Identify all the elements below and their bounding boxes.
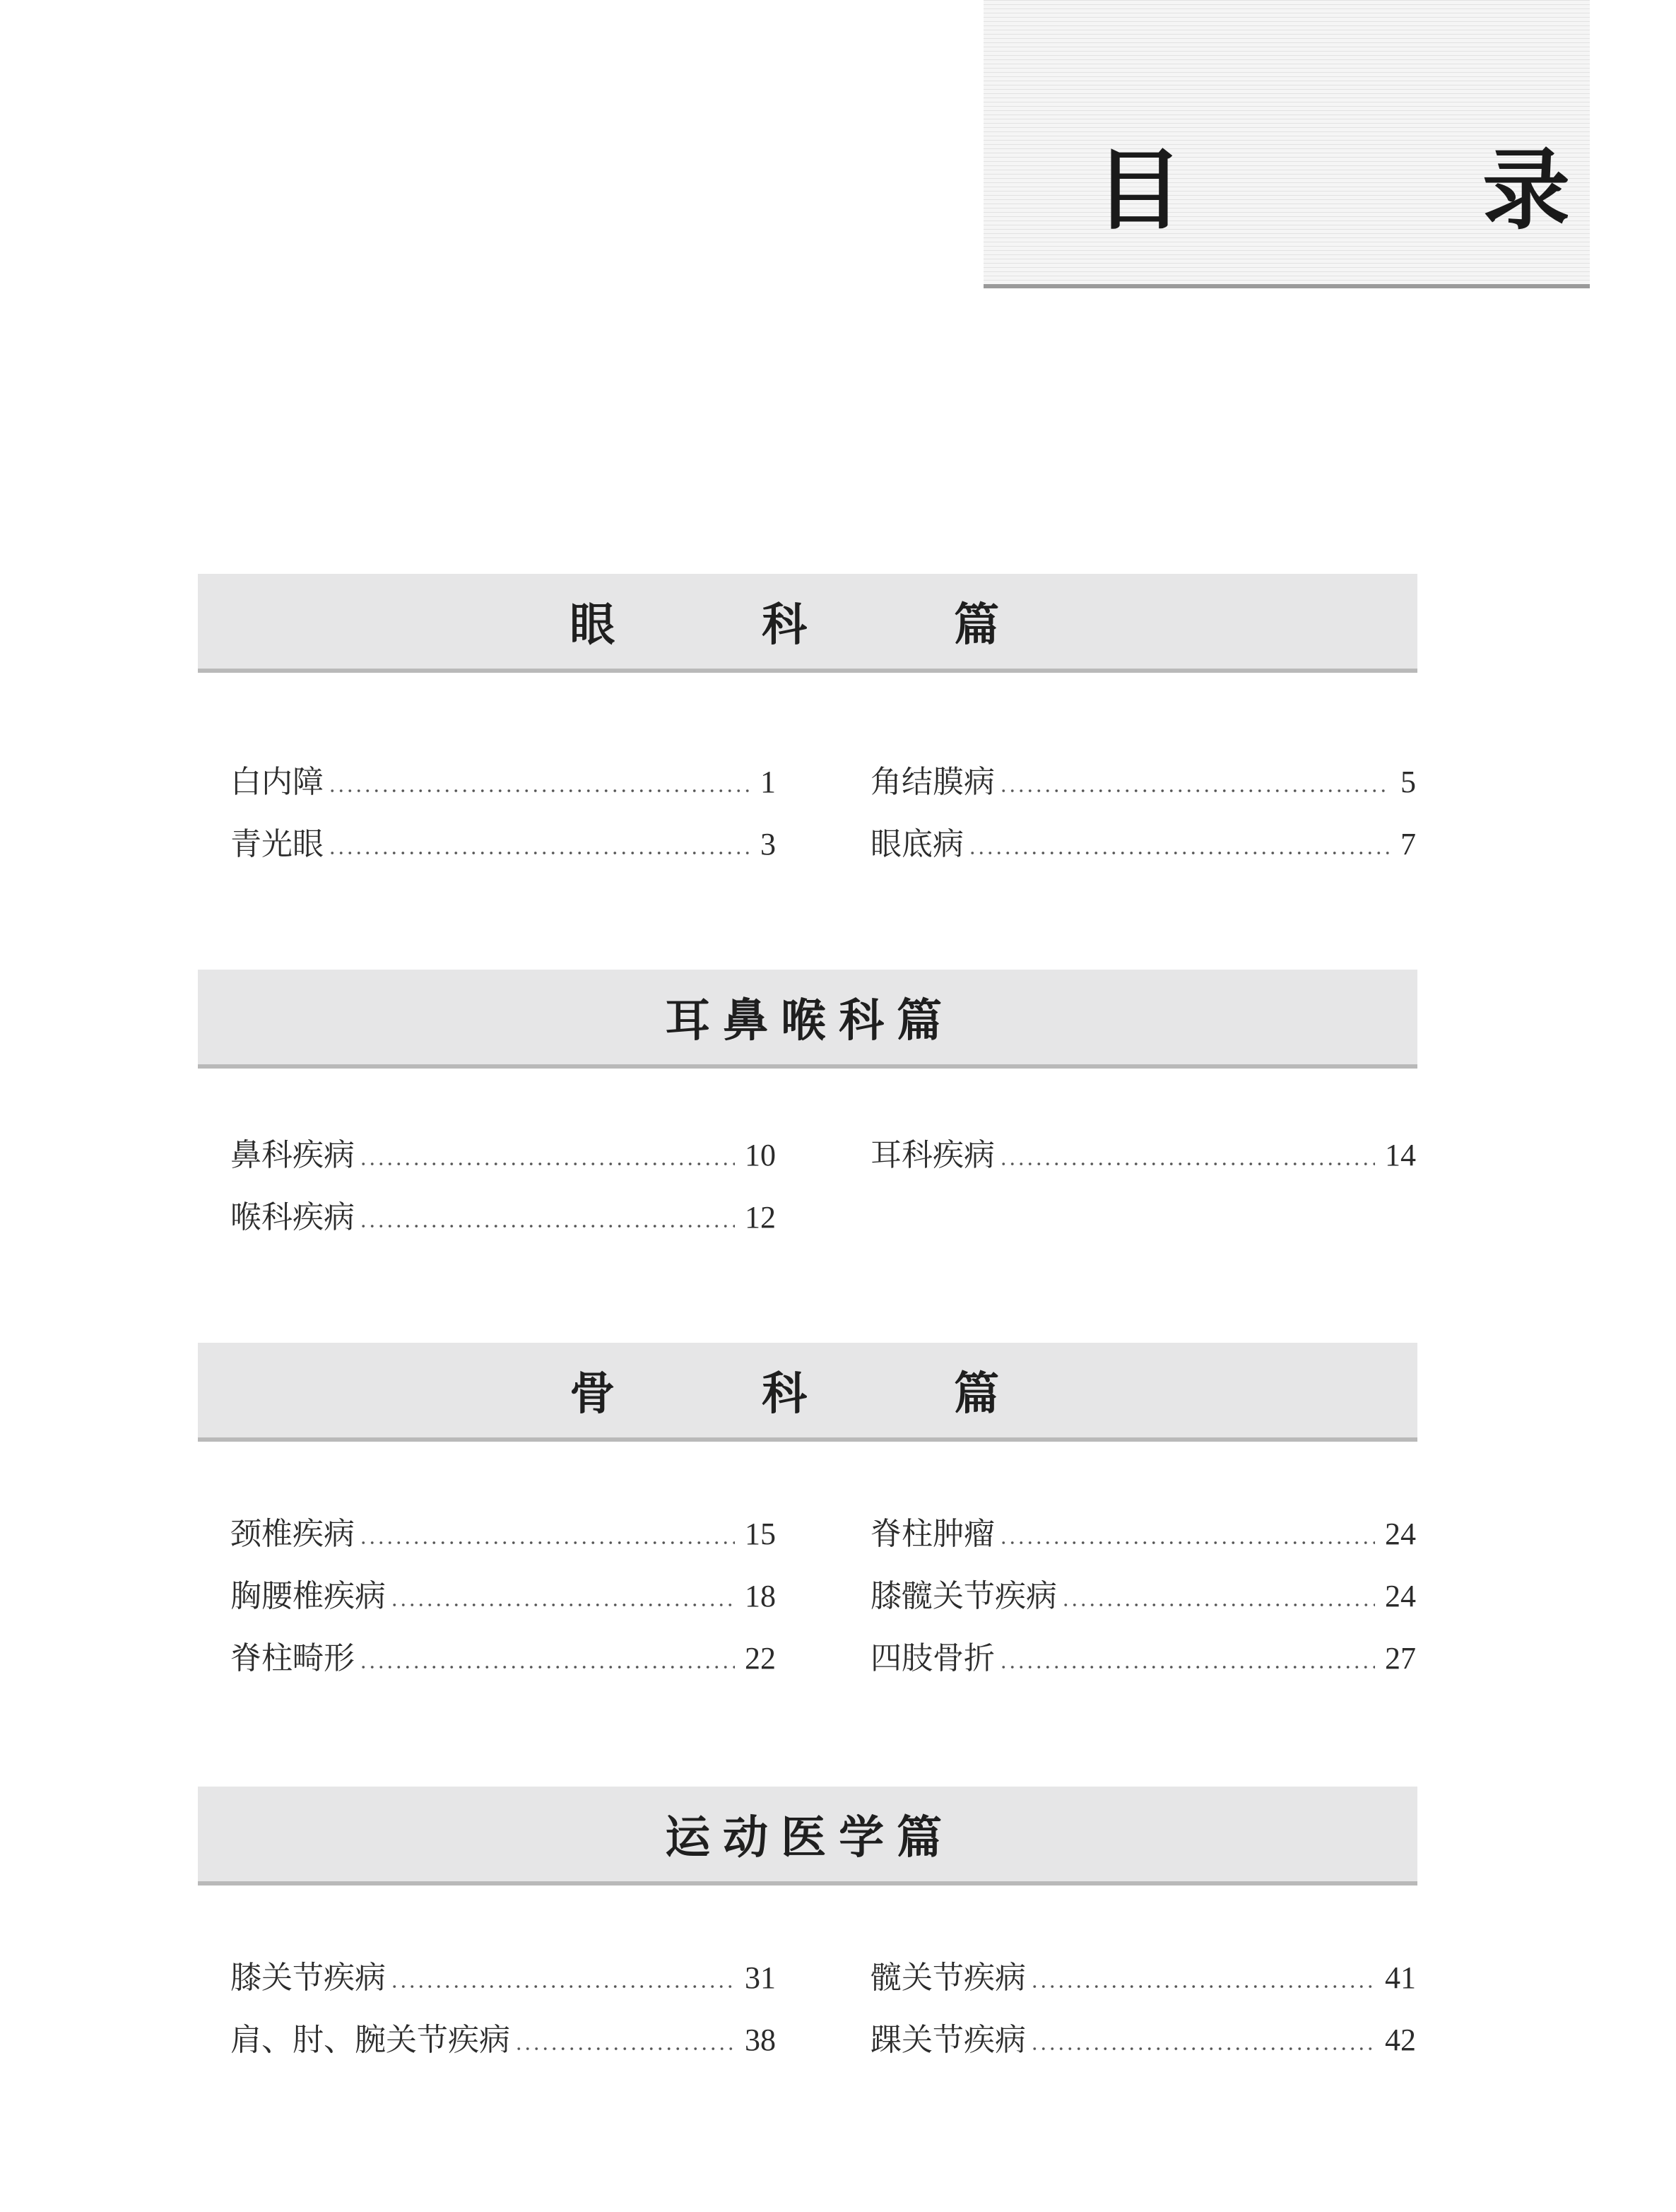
- entry-page: 42: [1385, 2023, 1416, 2057]
- entry-page: 18: [745, 1579, 776, 1613]
- dot-leader: [359, 1541, 735, 1545]
- toc-entry[interactable]: [230, 1193, 776, 1242]
- toc-entry[interactable]: [230, 1510, 776, 1559]
- entry-page: 5: [1400, 765, 1416, 799]
- dot-leader: [514, 2047, 735, 2051]
- toc-entry[interactable]: [871, 758, 1416, 807]
- entry-page: 38: [745, 2023, 776, 2057]
- entry-page: 7: [1400, 827, 1416, 861]
- entry-label: 鼻科疾病: [230, 1137, 355, 1173]
- entry-label: 白内障: [230, 764, 324, 800]
- entry-label: 脊柱畸形: [230, 1640, 355, 1676]
- toc-entry[interactable]: [230, 820, 776, 869]
- dot-leader: [1030, 2047, 1375, 2051]
- entry-page: 10: [745, 1138, 776, 1172]
- entry-label: 四肢骨折: [871, 1640, 995, 1676]
- dot-leader: [390, 1984, 735, 1989]
- entry-label: 肩、肘、腕关节疾病: [230, 2022, 510, 2058]
- entry-label: 膝关节疾病: [230, 1960, 386, 1996]
- dot-leader: [359, 1665, 735, 1669]
- page-title: 目 录: [1095, 140, 1676, 242]
- toc-title-box: [984, 0, 1676, 288]
- dot-leader: [359, 1224, 735, 1228]
- dot-leader: [999, 1541, 1375, 1545]
- toc-entry[interactable]: [230, 758, 776, 807]
- section-title: 运动医学篇: [665, 1811, 955, 1864]
- section-header-sports-medicine: [198, 1787, 1417, 1886]
- dot-leader: [968, 851, 1389, 855]
- entry-page: 24: [1385, 1579, 1416, 1613]
- section-header-ent: [198, 970, 1417, 1069]
- entry-page: 27: [1385, 1641, 1416, 1676]
- entry-page: 12: [745, 1200, 776, 1235]
- entry-page: 3: [760, 827, 776, 861]
- entry-label: 髋关节疾病: [871, 1960, 1026, 1996]
- dot-leader: [359, 1162, 735, 1166]
- toc-entry[interactable]: [871, 1510, 1416, 1559]
- toc-entry[interactable]: [230, 1953, 776, 2003]
- toc-entry[interactable]: [871, 1953, 1416, 2003]
- section-title: 骨 科 篇: [570, 1367, 1051, 1420]
- dot-leader: [999, 789, 1389, 793]
- toc-entry[interactable]: [230, 1634, 776, 1683]
- entry-page: 22: [745, 1641, 776, 1676]
- entry-label: 耳科疾病: [871, 1137, 995, 1173]
- toc-entry[interactable]: [230, 1131, 776, 1180]
- entry-label: 胸腰椎疾病: [230, 1578, 386, 1614]
- entry-page: 41: [1385, 1960, 1416, 1995]
- entry-label: 角结膜病: [871, 764, 995, 800]
- entry-label: 膝髋关节疾病: [871, 1578, 1057, 1614]
- entry-label: 踝关节疾病: [871, 2022, 1026, 2058]
- entry-label: 喉科疾病: [230, 1199, 355, 1235]
- section-header-ophthalmology: [198, 574, 1417, 673]
- dot-leader: [328, 789, 749, 793]
- toc-entry[interactable]: [871, 1634, 1416, 1683]
- toc-entry[interactable]: [230, 1572, 776, 1621]
- dot-leader: [999, 1665, 1375, 1669]
- entry-label: 颈椎疾病: [230, 1516, 355, 1552]
- section-header-orthopedics: [198, 1343, 1417, 1442]
- dot-leader: [1030, 1984, 1375, 1989]
- entry-page: 24: [1385, 1517, 1416, 1551]
- toc-entry[interactable]: [871, 1572, 1416, 1621]
- toc-entry[interactable]: [871, 2016, 1416, 2065]
- entry-page: 1: [760, 765, 776, 799]
- section-title: 眼 科 篇: [570, 599, 1051, 652]
- section-title: 耳鼻喉科篇: [665, 994, 955, 1047]
- toc-entry[interactable]: [230, 2016, 776, 2065]
- entry-page: 15: [745, 1517, 776, 1551]
- entry-page: 14: [1385, 1138, 1416, 1172]
- entry-label: 青光眼: [230, 826, 324, 862]
- dot-leader: [390, 1603, 735, 1607]
- toc-entry[interactable]: [871, 1131, 1416, 1180]
- dot-leader: [1061, 1603, 1375, 1607]
- entry-page: 31: [745, 1960, 776, 1995]
- toc-entry[interactable]: [871, 820, 1416, 869]
- dot-leader: [328, 851, 749, 855]
- entry-label: 脊柱肿瘤: [871, 1516, 995, 1552]
- entry-label: 眼底病: [871, 826, 964, 862]
- dot-leader: [999, 1162, 1375, 1166]
